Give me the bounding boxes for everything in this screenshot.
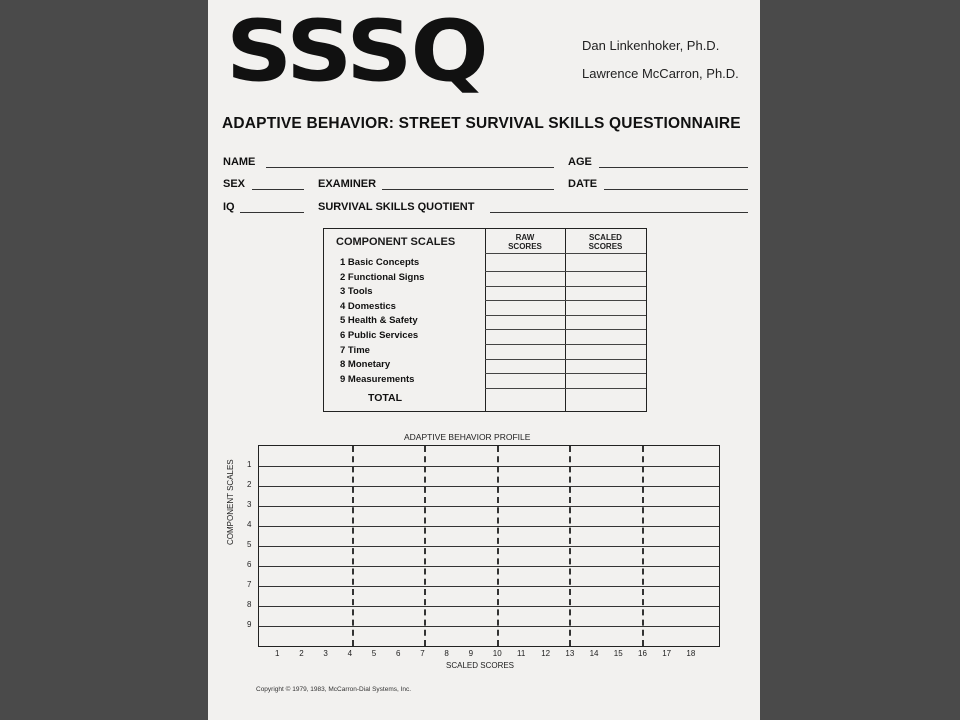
profile-x-tick: 3 [323, 649, 328, 658]
raw-column-divider [485, 229, 486, 411]
profile-row-line [259, 606, 719, 607]
component-scales-table [323, 228, 647, 412]
profile-row-line [259, 546, 719, 547]
author-1: Dan Linkenhoker, Ph.D. [582, 38, 720, 53]
profile-x-tick: 17 [662, 649, 672, 658]
age-label: AGE [568, 156, 592, 168]
profile-x-tick: 11 [517, 649, 526, 658]
raw-score-cell[interactable] [485, 300, 565, 301]
profile-x-tick: 2 [299, 649, 304, 658]
profile-x-tick: 4 [347, 649, 353, 658]
profile-row-label: 5 [247, 540, 252, 549]
profile-dashed-line [497, 446, 499, 646]
date-line[interactable] [604, 189, 748, 190]
date-label: DATE [568, 178, 598, 190]
scaled-score-cell[interactable] [565, 315, 646, 316]
profile-x-tick: 13 [565, 649, 575, 658]
total-label: TOTAL [368, 392, 403, 404]
examiner-line[interactable] [382, 189, 554, 190]
age-line[interactable] [599, 167, 748, 168]
sssq-logo: SSSQ [226, 2, 487, 101]
scale-item: 8 Monetary [340, 359, 391, 371]
form-title: ADAPTIVE BEHAVIOR: STREET SURVIVAL SKILLS QUESTIONNAIRE [222, 115, 741, 132]
profile-row-label: 4 [247, 520, 252, 529]
profile-row-label: 6 [247, 560, 252, 569]
profile-row-line [259, 586, 719, 587]
profile-ylabel: COMPONENT SCALES [226, 459, 235, 545]
quotient-label: SURVIVAL SKILLS QUOTIENT [318, 201, 475, 213]
profile-row-line [259, 466, 719, 467]
profile-row-line [259, 506, 719, 507]
profile-title: ADAPTIVE BEHAVIOR PROFILE [404, 432, 531, 442]
scaled-column-divider [565, 229, 566, 411]
adaptive-behavior-profile-grid [258, 445, 720, 647]
scaled-score-cell[interactable] [565, 359, 646, 360]
profile-dashed-line [569, 446, 571, 646]
scale-item: 2 Functional Signs [340, 271, 425, 283]
scale-item: 5 Health & Safety [340, 315, 418, 327]
profile-dashed-line [424, 446, 426, 646]
profile-x-tick: 1 [275, 649, 280, 658]
raw-score-cell[interactable] [485, 315, 565, 316]
scaled-score-cell[interactable] [565, 388, 646, 389]
component-scales-header: COMPONENT SCALES [336, 236, 456, 248]
raw-score-cell[interactable] [485, 271, 565, 272]
iq-line[interactable] [240, 212, 304, 213]
name-label: NAME [223, 156, 256, 168]
raw-score-cell[interactable] [485, 373, 565, 374]
profile-row-line [259, 486, 719, 487]
scale-item: 4 Domestics [340, 300, 396, 312]
author-2: Lawrence McCarron, Ph.D. [582, 66, 739, 81]
header-divider [485, 253, 646, 254]
profile-x-tick: 9 [468, 649, 474, 658]
scaled-scores-header: SCALED SCORES [588, 233, 623, 251]
raw-score-cell[interactable] [485, 344, 565, 345]
iq-label: IQ [223, 201, 235, 213]
sex-line[interactable] [252, 189, 304, 190]
profile-x-tick: 15 [613, 649, 623, 658]
scale-item: 3 Tools [340, 286, 373, 298]
profile-row-label: 9 [247, 620, 252, 629]
scale-item: 9 Measurements [340, 373, 415, 385]
raw-score-cell[interactable] [485, 359, 565, 360]
profile-x-tick: 14 [589, 649, 599, 658]
raw-scores-header: RAW SCORES [508, 233, 542, 251]
scaled-score-cell[interactable] [565, 329, 646, 330]
scaled-score-cell[interactable] [565, 286, 646, 287]
scale-item: 1 Basic Concepts [340, 257, 420, 268]
profile-x-tick: 8 [444, 649, 449, 658]
profile-row-line [259, 526, 719, 527]
examiner-label: EXAMINER [318, 178, 377, 190]
scaled-score-cell[interactable] [565, 300, 646, 301]
profile-row-line [259, 626, 719, 627]
profile-x-tick: 7 [420, 649, 425, 658]
profile-x-tick: 5 [371, 649, 377, 658]
name-line[interactable] [266, 167, 554, 168]
profile-x-tick: 12 [541, 649, 551, 658]
profile-row-label: 1 [247, 460, 252, 469]
scaled-score-cell[interactable] [565, 344, 646, 345]
profile-row-label: 8 [247, 600, 252, 609]
profile-row-label: 2 [247, 480, 252, 489]
profile-row-line [259, 566, 719, 567]
profile-x-tick: 16 [638, 649, 647, 658]
profile-x-tick: 10 [492, 649, 502, 658]
profile-x-tick: 6 [396, 649, 401, 658]
profile-dashed-line [352, 446, 354, 646]
quotient-line[interactable] [490, 212, 748, 213]
raw-score-cell[interactable] [485, 388, 565, 389]
profile-dashed-line [642, 446, 644, 646]
raw-score-cell[interactable] [485, 329, 565, 330]
scaled-score-cell[interactable] [565, 271, 646, 272]
sex-label: SEX [223, 178, 246, 190]
copyright-notice: Copyright © 1979, 1983, McCarron-Dial Systems, Inc. [256, 686, 412, 693]
profile-row-label: 3 [247, 500, 252, 509]
questionnaire-page [208, 0, 760, 720]
profile-x-tick: 18 [686, 649, 696, 658]
scaled-score-cell[interactable] [565, 373, 646, 374]
profile-xlabel: SCALED SCORES [446, 661, 515, 670]
profile-row-label: 7 [247, 580, 252, 589]
raw-score-cell[interactable] [485, 286, 565, 287]
scale-item: 7 Time [340, 344, 370, 356]
scale-item: 6 Public Services [340, 330, 419, 341]
